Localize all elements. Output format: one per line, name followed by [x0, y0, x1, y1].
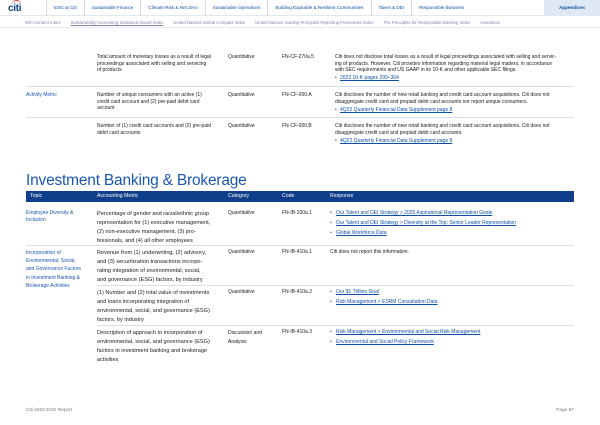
metric-line: of products [97, 67, 122, 74]
metric-line: rating integration of environmental, social, [97, 268, 201, 274]
topic-line: Environmental, Social, [26, 258, 76, 265]
header-metric: Accounting Metric [97, 193, 139, 199]
metric-unique-consumers [97, 92, 247, 112]
category: Quantitative [228, 92, 255, 98]
metric-gender-racial [97, 210, 225, 246]
bullet-icon: • [335, 107, 337, 113]
bullet-icon: • [330, 329, 332, 335]
topic-line: Brokerage Activities [26, 282, 70, 289]
section-title: Investment Banking & Brokerage [26, 172, 247, 189]
logo-arc-icon [12, 0, 21, 5]
metric-line: factors, by industry [97, 317, 144, 323]
link-workforce-data[interactable]: Global Workforce Data [336, 230, 387, 236]
row-divider [26, 245, 574, 246]
metric-line: and (3) securitization transactions incorpo- [97, 259, 203, 265]
link-policy-framework[interactable]: Environmental and Social Policy Framework [336, 339, 434, 345]
top-navigation [0, 0, 600, 16]
metric-line: representation for (1) executive management, [97, 220, 211, 226]
metric-investments-loans [97, 289, 225, 325]
bullet-icon: • [330, 210, 332, 216]
metric-esg-approach [97, 329, 225, 365]
metric-line: proceedings associated with selling and servicing [97, 60, 207, 67]
metric-line: environmental, social, and governance (ESG) [97, 308, 210, 314]
metric-line: fessionals, and (4) all other employees [97, 238, 193, 244]
subnav-ungp-index[interactable]: United Nations Guiding Principles Reporting Framework Index [255, 19, 374, 25]
metric-line: Percentage of gender and racial/ethnic group [97, 211, 209, 217]
row-divider [26, 86, 574, 87]
code: FN-IB-410a.1 [282, 249, 313, 255]
category: Quantitative [228, 54, 255, 60]
row-divider [97, 285, 574, 286]
code: FN-CF-000.A [282, 92, 312, 98]
bullet-icon: • [330, 220, 332, 226]
metric-line: and governance (ESG) factors, by industry [97, 277, 203, 283]
header-topic: Topic [30, 193, 43, 199]
nav-responsible-business[interactable]: Responsible Business [411, 0, 471, 16]
metric-credit-card-accounts [97, 123, 247, 136]
code: FN-CF-270a.5 [282, 54, 314, 60]
header-category: Category [228, 193, 250, 199]
response [335, 123, 580, 136]
nav-items [46, 0, 471, 16]
topic-employee-diversity [26, 210, 92, 223]
topic-line: in Investment Banking & [26, 274, 80, 281]
response: Citi does not report this information. [330, 249, 409, 255]
metric-line: (1) Number and (2) total value of investments [97, 290, 210, 296]
link-esrm-consultation[interactable]: Risk Management > ESRM Consultation Data [336, 299, 438, 305]
bullet-icon: • [330, 289, 332, 295]
topic-esg-incorporation [26, 249, 92, 290]
code: FN-IB-410a.3 [282, 329, 313, 335]
row-divider [97, 325, 574, 326]
category: Quantitative [228, 210, 255, 216]
bullet-icon: • [330, 339, 332, 345]
nav-sustainable-finance[interactable]: Sustainable Finance [84, 0, 141, 16]
link-4q22-supplement[interactable]: 4Q22 Quarterly Financial Data Supplement page 8 [340, 107, 453, 113]
page-number: Page 87 [556, 408, 574, 413]
response [335, 54, 580, 74]
link-diversity-at-top[interactable]: Our Talent and DEI Strategy > Diversity at the Top: Senior Leader Representation [336, 220, 517, 226]
metric-line: activities [97, 357, 119, 363]
metric-line: Description of approach to incorporation of [97, 330, 203, 336]
metric-line: and loans incorporating integration of [97, 299, 190, 305]
category: Quantitative [228, 123, 255, 129]
category [228, 329, 262, 347]
bullet-icon: • [335, 138, 337, 144]
row-divider [26, 117, 574, 118]
header-response: Response [330, 193, 354, 199]
subnav-prb-index[interactable]: The Principles for Responsible Banking Index [383, 19, 471, 25]
link-esrm[interactable]: Risk Management > Environmental and Social Risk Management [336, 329, 481, 335]
topic-line: Inclusion [26, 216, 46, 223]
topic-activity-metric: Activity Metric [26, 92, 57, 98]
category-line: Analysis [228, 339, 247, 345]
subnav-gri-index[interactable]: GRI Content Index [25, 19, 61, 25]
metric-revenue-underwriting [97, 249, 225, 285]
code: FN-CF-000.B [282, 123, 312, 129]
metric-line: Total amount of monetary losses as a result of legal [97, 54, 211, 60]
response-line: disaggregate credit card and prepaid debit card accounts nor report unique consumers. [335, 98, 528, 105]
subnav-assurance[interactable]: Assurance [480, 19, 501, 25]
bullet-icon: • [335, 75, 337, 81]
citi-logo[interactable] [8, 3, 21, 14]
code: FN-IB-330a.1 [282, 210, 313, 216]
sub-navigation [0, 17, 600, 28]
metric-line: factors in investment banking and brokerage [97, 348, 208, 354]
nav-esg-at-citi[interactable]: ESG at Citi [46, 0, 84, 16]
subnav-ungc-index[interactable]: United Nations Global Compact Index [173, 19, 246, 25]
metric-line: debit card accounts [97, 129, 141, 136]
nav-appendices[interactable]: Appendices [544, 0, 600, 16]
link-aspirational-goals[interactable]: Our Talent and DEI Strategy > 2025 Aspirational Representation Goals [336, 210, 493, 216]
response-line: with SEC requirements and US GAAP in its 10-K and other applicable SEC filings. [335, 67, 517, 74]
metric-line: account [97, 105, 115, 112]
metric-monetary-losses [97, 54, 247, 74]
bullet-icon: • [330, 230, 332, 236]
metric-line: (2) non-executive management, (3) pro- [97, 229, 196, 235]
category: Quantitative [228, 249, 255, 255]
topic-line: and Governance Factors [26, 266, 82, 273]
nav-sustainable-operations[interactable]: Sustainable Operations [205, 0, 268, 16]
category: Quantitative [228, 289, 255, 295]
metric-line: Number of unique consumers with an active (1) [97, 92, 202, 98]
metric-line: Revenue from (1) underwriting, (2) advisory, [97, 250, 207, 256]
response-line: ing of products. However, Citi provides information regarding material legal matters, in accordance [335, 60, 553, 67]
header-code: Code [282, 193, 295, 199]
topic-line: Incorporation of [26, 250, 61, 256]
response-line: Citi does not disclose total losses as a result of legal proceedings associated with selling and servic- [335, 54, 557, 60]
metric-line: Number of (1) credit card accounts and (2) pre-paid [97, 123, 211, 129]
response-line: Citi discloses the number of new retail banking and credit card account acquisitions. Citi does not [335, 123, 550, 129]
code: FN-IB-410a.2 [282, 289, 313, 295]
response-line: Citi discloses the number of new retail banking and credit card account acquisitions. Citi does not [335, 92, 550, 98]
link-trillion-goal[interactable]: Our $1 Trillion Goal [336, 289, 380, 295]
response [335, 92, 580, 105]
footer-report-name: Citi 2022 ESG Report [26, 408, 73, 413]
nav-climate-risk[interactable]: Climate Risk & Net Zero [140, 0, 204, 16]
metric-line: environmental, social, and governance (ESG) [97, 339, 210, 345]
subnav-sasb-index[interactable]: Sustainability Accounting Standards Board Index [70, 19, 164, 25]
bullet-icon: • [330, 299, 332, 305]
topic-line: Employee Diversity & [26, 210, 74, 216]
link-4q22-supplement[interactable]: 4Q22 Quarterly Financial Data Supplement page 8 [340, 138, 453, 144]
nav-talent-dei[interactable]: Talent & DEI [371, 0, 412, 16]
response-line: disaggregate credit card and prepaid debit card accounts. [335, 129, 463, 136]
logo-text: citi [8, 3, 22, 14]
metric-line: credit card account and (2) pre-paid debit card [97, 98, 200, 105]
nav-communities[interactable]: Building Equitable & Resilient Communities [267, 0, 370, 16]
category-line: Discussion and [228, 330, 262, 336]
link-10k-pages[interactable]: 2022 10-K pages 299–304 [340, 75, 399, 81]
